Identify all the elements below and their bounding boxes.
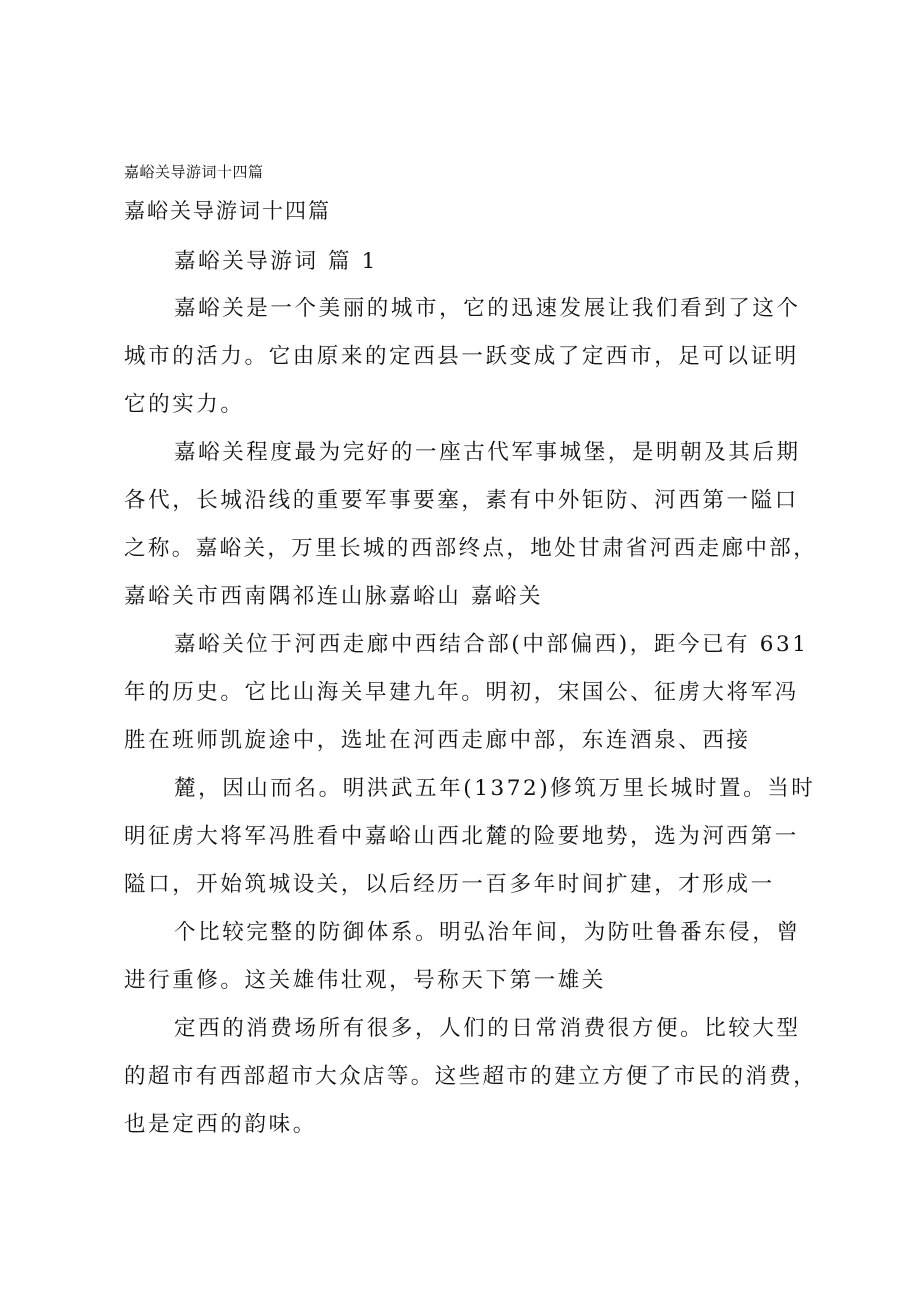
running-header: 嘉峪关导游词十四篇 — [124, 163, 264, 181]
paragraph-line: 的超市有西部超市大众店等。这些超市的建立方便了市民的消费， — [124, 1064, 818, 1089]
paragraph-line: 隘口，开始筑城设关，以后经历一百多年时间扩建，才形成一 — [124, 872, 775, 897]
paragraph-line: 之称。嘉峪关，万里长城的西部终点，地处甘肃省河西走廊中部， — [124, 536, 818, 561]
paragraph-line: 也是定西的韵味。 — [124, 1112, 317, 1137]
paragraph-line: 个比较完整的防御体系。明弘治年间，为防吐鲁番东侵，曾 — [174, 920, 801, 945]
paragraph-line: 麓，因山而名。明洪武五年(1372)修筑万里长城时置。当时 — [174, 776, 816, 801]
paragraph-line: 城市的活力。它由原来的定西县一跃变成了定西市，足可以证明 — [124, 344, 799, 369]
paragraph-line: 嘉峪关市西南隅祁连山脉嘉峪山 嘉峪关 — [124, 584, 544, 609]
paragraph-line: 各代，长城沿线的重要军事要塞，素有中外钜防、河西第一隘口 — [124, 488, 799, 513]
paragraph-line: 明征虏大将军冯胜看中嘉峪山西北麓的险要地势，选为河西第一 — [124, 824, 799, 849]
document-title: 嘉峪关导游词十四篇 — [124, 199, 331, 223]
paragraph-line: 定西的消费场所有很多，人们的日常消费很方便。比较大型 — [174, 1016, 801, 1041]
paragraph-line: 进行重修。这关雄伟壮观，号称天下第一雄关 — [124, 968, 607, 993]
paragraph-line: 嘉峪关程度最为完好的一座古代军事城堡，是明朝及其后期 — [174, 440, 801, 465]
paragraph-line: 嘉峪关位于河西走廊中西结合部(中部偏西)，距今已有 631 — [174, 632, 809, 657]
paragraph-line: 年的历史。它比山海关早建九年。明初，宋国公、征虏大将军冯 — [124, 680, 799, 705]
paragraph-line: 嘉峪关是一个美丽的城市，它的迅速发展让我们看到了这个 — [174, 296, 801, 321]
paragraph-line: 它的实力。 — [124, 392, 245, 417]
paragraph-line: 胜在班师凯旋途中，选址在河西走廊中部，东连酒泉、西接 — [124, 728, 751, 753]
section-heading: 嘉峪关导游词 篇 1 — [174, 249, 378, 274]
